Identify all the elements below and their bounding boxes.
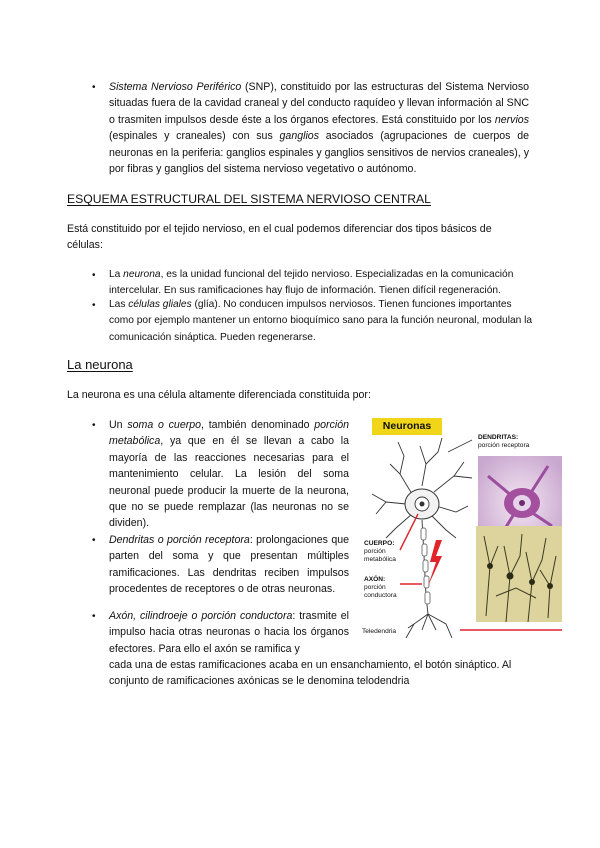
neuron-diagram [360,416,562,644]
neurona-bullet: La neurona, es la unidad funcional del tejido nervioso. Especializadas en la comunicación intercelular. En sus ramificaciones hay flujo de información. Tienen difícil regeneración. [109,269,514,297]
snp-term: Sistema Nervioso Periférico [109,81,242,93]
bullet-dot: • [92,300,96,311]
dendritas-label: DENDRITAS: porción receptora [478,434,530,449]
bullet-dot: • [92,611,96,622]
glial-bullet: Las células gliales (glía). No conducen impulsos nerviosos. Tienen funciones importantes como por ejemplo mantener un entorno bioquímico sano para la función neuronal, modulan la comunicación sináptica. Pueden regenerarse. [109,299,533,343]
soma-bullet: Un soma o cuerpo, también denominado porción metabólica, ya que en él se llevan a cabo la mayoría de las reacciones necesarias para el mantenimiento celular. La lesión del soma neuronal puede producir la muerte de la neurona, que no se puede remplazar (las neuronas no se dividen). [109,419,350,530]
figure-title: Neuronas [372,418,442,435]
neuron-figure [360,416,562,644]
cuerpo-label: CUERPO: porción metabólica [364,540,396,563]
bullet-dot: • [92,420,96,431]
bullet-dot: • [92,535,96,546]
axon-bullet: Axón, cilindroeje o porción conductora: trasmite el impulso hacia otras neuronas o hacia los órganos efectores. Para ello el axón se ramifica y [109,610,349,655]
axon-label: AXÓN: porción conductora [364,576,397,599]
la-neurona-heading: La neurona [67,357,133,372]
snp-paragraph: Sistema Nervioso Periférico (SNP), constituido por las estructuras del Sistema Nervioso situadas fuera de la cavidad craneal y del conducto raquídeo y llevan información al SNC o trasmiten impulsos desde éste a los órganos efectores. Está constituido por los nervios (espinales y craneales) con sus ganglios asociados (agrupaciones de cuerpos de neuronas en la periferia: ganglios espinales y ganglios sensitivos de nervios craneales), y por fibras y ganglios del sistema nervioso vegetativo o autónomo. [109,81,530,176]
esquema-intro: Está constituido por el tejido nervioso, en el cual podemos diferenciar dos tipos básicos de células: [67,223,492,252]
esquema-heading: ESQUEMA ESTRUCTURAL DEL SISTEMA NERVIOSO CENTRAL [67,192,431,206]
axon-bullet-continued: cada una de estas ramificaciones acaba en un ensanchamiento, el botón sináptico. Al conjunto de ramificaciones axónicas se le denomina telodendria [109,659,512,688]
la-neurona-intro: La neurona es una célula altamente diferenciada constituida por: [67,389,371,401]
telodendria-label: Teledendria [362,628,397,635]
bullet-dot: • [92,270,96,281]
dendritas-bullet: Dendritas o porción receptora: prolongaciones que parten del soma y que presentan múltiples ramificaciones. Las dendritas reciben impulsos procedentes de receptores o de otras neuronas. [109,534,349,596]
bullet-dot: • [92,82,96,93]
